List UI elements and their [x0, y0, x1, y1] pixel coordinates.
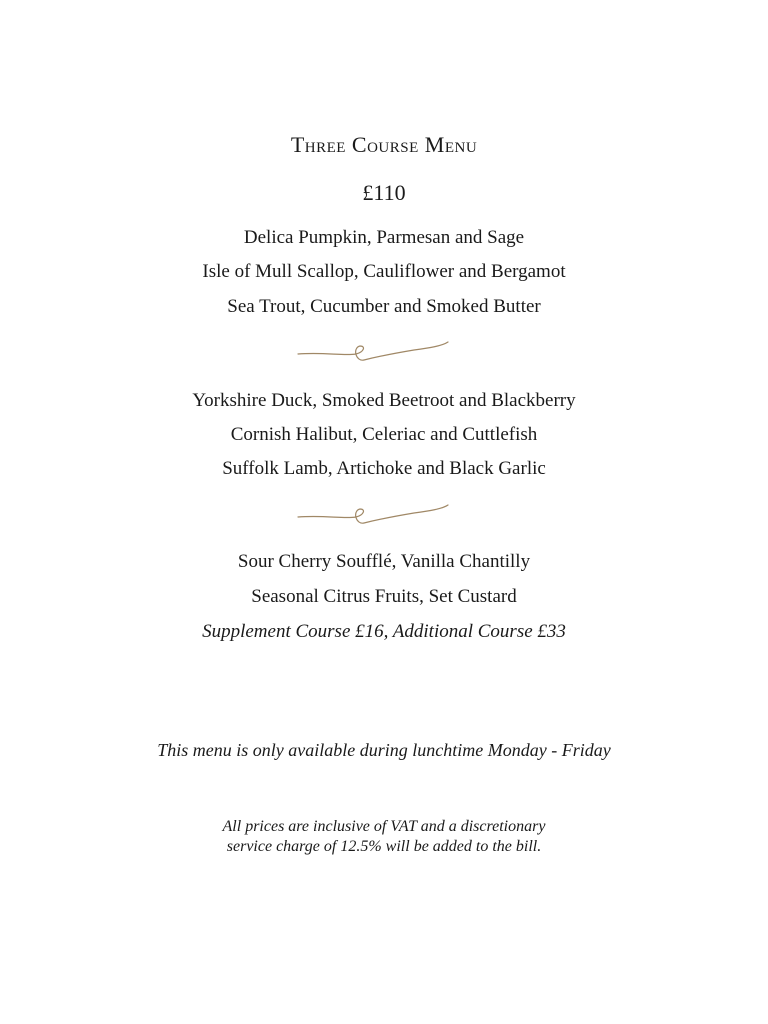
vat-note-line2: service charge of 12.5% will be added to the bill. — [226, 838, 542, 855]
supplement-note: Supplement Course £16, Additional Course £33 — [202, 621, 566, 642]
course2-dish: Suffolk Lamb, Artichoke and Black Garlic — [222, 458, 546, 479]
menu-title: Three Course Menu — [290, 132, 478, 157]
vat-note-line1: All prices are inclusive of VAT and a discretionary — [222, 818, 546, 835]
course2-dish: Yorkshire Duck, Smoked Beetroot and Blackberry — [192, 390, 576, 411]
course3-dish: Sour Cherry Soufflé, Vanilla Chantilly — [237, 551, 531, 572]
course1-dish: Delica Pumpkin, Parmesan and Sage — [243, 227, 525, 248]
course1-dish: Isle of Mull Scallop, Cauliflower and Bergamot — [202, 261, 566, 282]
flourish-divider-icon — [294, 503, 450, 531]
course3-dish: Seasonal Citrus Fruits, Set Custard — [251, 586, 517, 607]
course2-dish: Cornish Halibut, Celeriac and Cuttlefish — [230, 424, 538, 445]
availability-note: This menu is only available during lunchtime Monday - Friday — [157, 740, 611, 760]
menu-price: £110 — [362, 180, 406, 205]
course1-dish: Sea Trout, Cucumber and Smoked Butter — [227, 296, 541, 317]
flourish-divider-icon — [294, 340, 450, 368]
